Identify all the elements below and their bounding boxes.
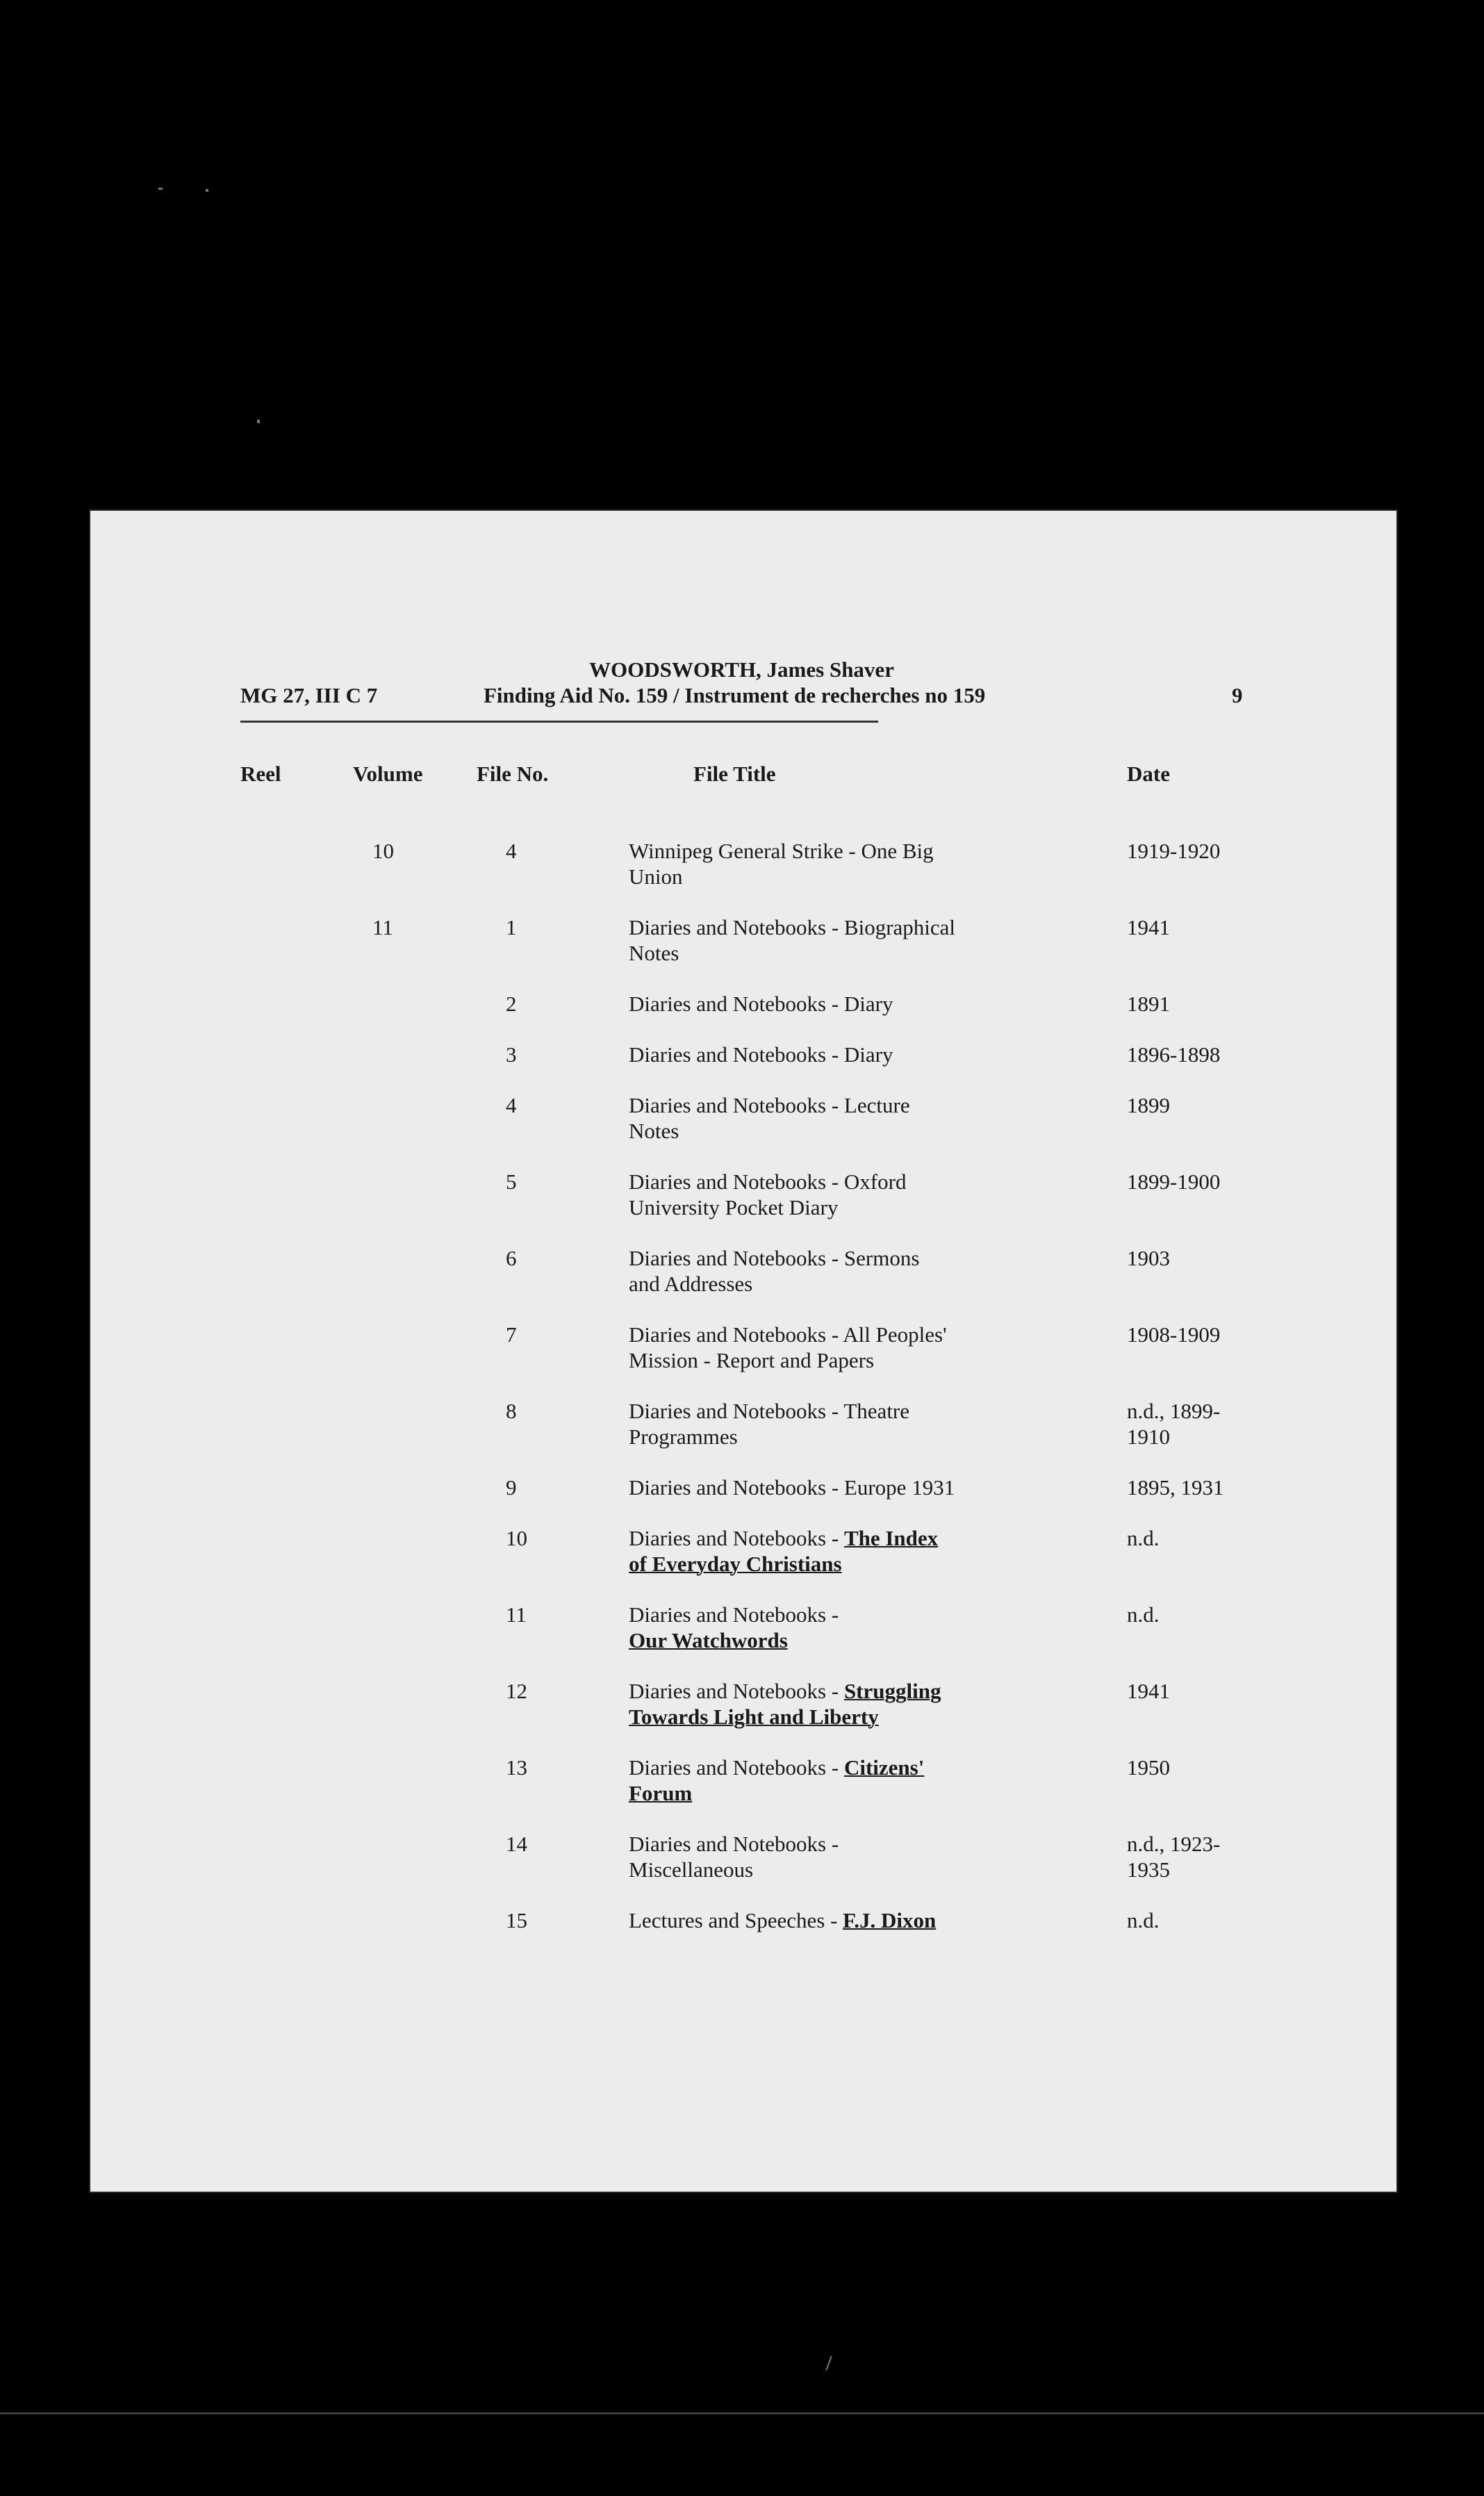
file-title-line-1 [629,1831,990,1857]
date-cell [1127,1907,1252,1933]
table-row [89,1602,1398,1657]
date-cell [1127,1398,1252,1450]
file-title-cell [629,1907,990,1933]
table-row [89,1525,1398,1581]
date-line-1: n.d. [1127,1908,1160,1932]
date-cell [1127,1525,1252,1551]
file-number-cell: 5 [506,1169,517,1194]
file-title-line-2 [629,1347,990,1373]
table-row [89,838,1398,894]
date-line-1: 1908-1909 [1127,1322,1221,1347]
file-number-cell: 8 [506,1399,517,1423]
date-line-1: 1941 [1127,915,1170,939]
file-title-cell [629,1602,990,1653]
date-line-1: n.d., 1899- [1127,1399,1221,1423]
file-title-cell [629,838,990,889]
scan-speck [158,188,163,190]
file-title-line-2 [629,1424,990,1450]
date-line-1: 1899 [1127,1093,1170,1117]
file-title-text: University Pocket Diary [629,1195,839,1220]
file-title-line-2 [629,1551,990,1577]
file-title-text: Diaries and Notebooks - Sermons [629,1246,920,1270]
file-title-line-1 [629,1169,990,1194]
page-number: 9 [1232,683,1243,707]
date-line-1: 1891 [1127,992,1170,1016]
file-title-text: Diaries and Notebooks - [629,1679,844,1703]
table-row [89,1245,1398,1301]
scan-speck [825,2356,832,2370]
volume-cell: 10 [372,839,394,863]
file-title-cell [629,1398,990,1450]
publication-title: Forum [629,1781,693,1805]
file-title-line-2 [629,1118,990,1144]
file-title-text: Diaries and Notebooks - [629,1526,844,1550]
file-number-cell: 3 [506,1042,517,1067]
publication-title: F.J. Dixon [843,1908,937,1932]
file-title-text: Diaries and Notebooks - Theatre [629,1399,910,1423]
file-title-text: Programmes [629,1424,738,1449]
file-title-text: Diaries and Notebooks - Europe 1931 [629,1475,955,1500]
file-title-text: Notes [629,1119,679,1143]
date-line-1: 1941 [1127,1679,1170,1703]
file-title-line-2 [629,1271,990,1297]
table-row [89,991,1398,1046]
file-number-cell: 2 [506,992,517,1016]
file-title-line-1 [629,1678,990,1704]
table-row [89,1169,1398,1224]
publication-title: Towards Light and Liberty [629,1705,879,1729]
file-title-cell [629,1678,990,1730]
file-number-cell: 7 [506,1322,517,1347]
file-title-text: Diaries and Notebooks - Diary [629,992,893,1016]
date-cell [1127,838,1252,864]
file-title-text: Diaries and Notebooks - Lecture [629,1093,910,1117]
file-title-cell [629,991,990,1017]
scan-border-line [0,2413,1484,2414]
file-number-cell: 14 [506,1832,527,1856]
collection-name: WOODSWORTH, James Shaver [589,657,894,682]
file-number-cell: 15 [506,1908,527,1932]
publication-title: The Index [843,1526,939,1550]
date-cell [1127,1678,1252,1704]
table-row [89,1678,1398,1734]
file-title-cell [629,1322,990,1373]
file-number-cell: 1 [506,915,517,939]
date-line-2: 1935 [1127,1857,1170,1882]
column-header-file-title: File Title [693,762,776,786]
file-title-line-1 [629,1525,990,1551]
file-title-line-1 [629,1092,990,1118]
table-row [89,1092,1398,1148]
file-title-text: Lectures and Speeches - [629,1908,843,1932]
file-title-text: Diaries and Notebooks - [629,1755,844,1780]
date-cell [1127,1092,1252,1118]
file-title-line-2 [629,1194,990,1220]
date-cell [1127,1475,1252,1500]
file-title-cell [629,1475,990,1500]
date-line-1: 1899-1900 [1127,1169,1221,1194]
finding-aid-title: Finding Aid No. 159 / Instrument de recherches no 159 [484,683,986,707]
file-title-line-2 [629,940,990,966]
file-title-text: Mission - Report and Papers [629,1348,875,1372]
file-title-line-1 [629,1475,990,1500]
file-title-cell [629,1042,990,1067]
file-title-text: Diaries and Notebooks - Biographical [629,915,956,939]
publication-title: Struggling [843,1679,941,1703]
date-line-1: 1903 [1127,1246,1170,1270]
file-title-cell [629,1245,990,1297]
date-line-1: 1950 [1127,1755,1170,1780]
file-number-cell: 4 [506,1093,517,1117]
date-cell [1127,1602,1252,1627]
file-title-cell [629,1755,990,1806]
file-number-cell: 11 [506,1602,527,1627]
table-row [89,1475,1398,1530]
column-header-volume: Volume [353,762,423,786]
date-line-1: n.d. [1127,1602,1160,1627]
date-cell [1127,1245,1252,1271]
file-list [89,509,1398,2193]
publication-title: of Everyday Christians [629,1552,842,1576]
file-title-cell [629,1525,990,1577]
file-title-text: Notes [629,941,679,965]
table-row [89,1755,1398,1810]
collection-reference: MG 27, III C 7 [240,683,378,707]
file-title-line-2 [629,1627,990,1653]
file-title-line-1 [629,1245,990,1271]
date-line-1: n.d., 1923- [1127,1832,1221,1856]
date-cell [1127,1042,1252,1067]
file-number-cell: 13 [506,1755,527,1780]
date-cell [1127,991,1252,1017]
file-title-cell [629,1092,990,1144]
file-title-line-1 [629,1042,990,1067]
table-row [89,1831,1398,1887]
document-page [89,509,1398,2193]
file-title-line-1 [629,1907,990,1933]
file-title-line-1 [629,1322,990,1347]
file-number-cell: 4 [506,839,517,863]
table-row [89,1042,1398,1097]
file-title-text: Diaries and Notebooks - [629,1602,839,1627]
column-header-date: Date [1127,762,1170,786]
file-title-text: Miscellaneous [629,1857,754,1882]
date-cell [1127,1322,1252,1347]
file-title-line-1 [629,1755,990,1780]
date-cell [1127,1169,1252,1194]
date-cell [1127,914,1252,940]
file-title-text: Diaries and Notebooks - Diary [629,1042,893,1067]
date-line-2: 1910 [1127,1424,1170,1449]
file-title-cell [629,914,990,966]
file-number-cell: 12 [506,1679,527,1703]
file-title-cell [629,1831,990,1882]
file-title-cell [629,1169,990,1220]
table-row [89,1322,1398,1377]
file-title-line-2 [629,864,990,889]
file-number-cell: 6 [506,1246,517,1270]
file-title-line-2 [629,1857,990,1882]
file-title-line-1 [629,991,990,1017]
file-title-line-1 [629,1602,990,1627]
table-row [89,914,1398,970]
date-line-1: n.d. [1127,1526,1160,1550]
date-line-1: 1895, 1931 [1127,1475,1224,1500]
column-header-reel: Reel [240,762,281,786]
scan-speck [206,189,208,192]
file-number-cell: 10 [506,1526,527,1550]
date-cell [1127,1831,1252,1882]
volume-cell: 11 [372,915,393,939]
file-title-text: Winnipeg General Strike - One Big [629,839,934,863]
file-title-line-2 [629,1704,990,1730]
file-title-text: Diaries and Notebooks - Oxford [629,1169,907,1194]
file-title-text: Union [629,864,683,889]
table-row [89,1398,1398,1454]
file-title-line-1 [629,914,990,940]
scan-speck [257,420,260,423]
file-title-text: Diaries and Notebooks - [629,1832,839,1856]
file-title-line-1 [629,1398,990,1424]
file-title-text: and Addresses [629,1272,753,1296]
date-line-1: 1919-1920 [1127,839,1221,863]
file-title-line-2 [629,1780,990,1806]
file-title-line-1 [629,838,990,864]
column-header-file-no: File No. [477,762,549,786]
file-title-text: Diaries and Notebooks - All Peoples' [629,1322,947,1347]
publication-title: Citizens' [843,1755,925,1780]
publication-title: Our Watchwords [629,1628,788,1652]
table-row [89,1907,1398,1963]
file-number-cell: 9 [506,1475,517,1500]
date-cell [1127,1755,1252,1780]
date-line-1: 1896-1898 [1127,1042,1221,1067]
